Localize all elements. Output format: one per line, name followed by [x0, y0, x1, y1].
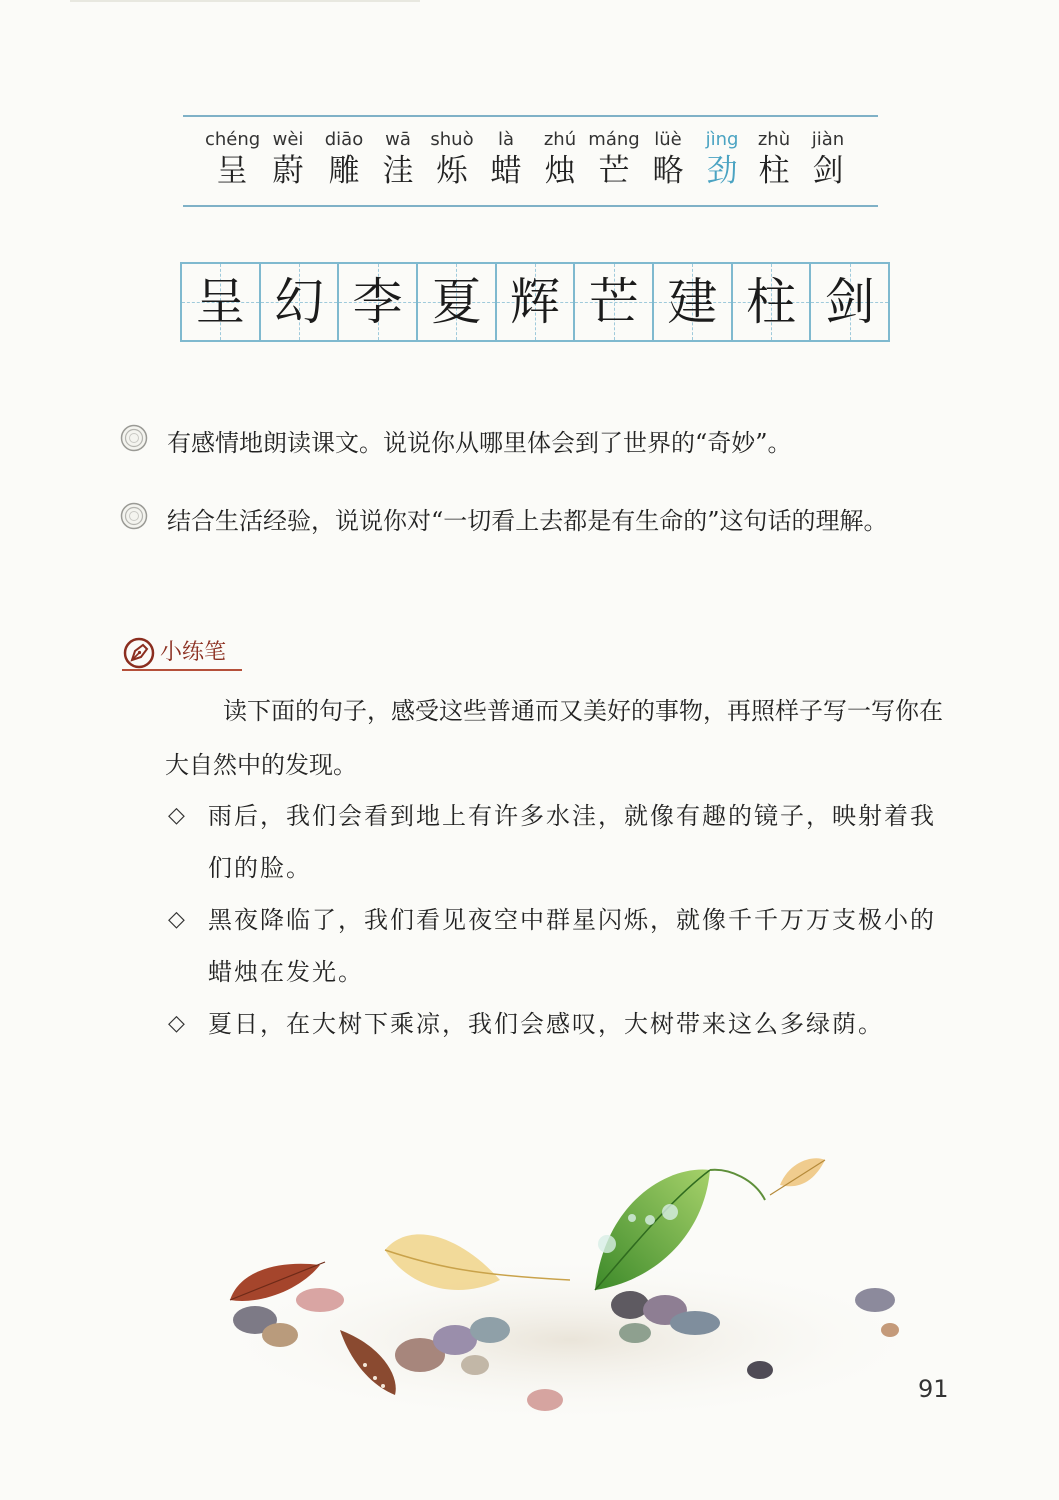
- character: 洼: [382, 153, 414, 189]
- grid-character: 呈: [195, 273, 246, 331]
- pinyin: jìng: [705, 129, 739, 150]
- word-cell: [747, 129, 801, 189]
- diamond-bullet-icon: ◇: [168, 907, 185, 932]
- character: 烛: [544, 153, 576, 189]
- example-sentence-3: [168, 998, 958, 1050]
- character: 蜡: [490, 153, 522, 189]
- character: 柱: [758, 153, 790, 189]
- nature-illustration: [200, 1140, 940, 1440]
- diamond-bullet-icon: ◇: [168, 1011, 185, 1036]
- section-badge: [122, 636, 242, 670]
- grid-character: 李: [352, 273, 403, 331]
- character: 剑: [812, 153, 844, 189]
- pinyin: jiàn: [811, 129, 845, 150]
- grid-character: 幻: [274, 273, 324, 331]
- question-2: [120, 494, 960, 604]
- section-title: 小练笔: [160, 640, 227, 665]
- example-text: 黑夜降临了，我们看见夜空中群星闪烁，就像千千万万支极小的蜡烛在发光。: [208, 906, 936, 986]
- writing-grid: [180, 262, 890, 342]
- grid-cell: [654, 264, 733, 340]
- word-cell: [205, 129, 259, 189]
- grid-character: 建: [667, 273, 718, 331]
- question-bullet-icon: [120, 424, 148, 452]
- section-underline: [122, 669, 242, 671]
- exercise-instruction: 读下面的句子，感受这些普通而又美好的事物，再照样子写一写你在大自然中的发现。: [165, 697, 943, 779]
- example-sentence-1: [168, 790, 958, 894]
- pinyin: là: [497, 129, 515, 150]
- example-text: 雨后，我们会看到地上有许多水洼，就像有趣的镜子，映射着我们的脸。: [208, 802, 936, 882]
- pinyin: shuò: [430, 129, 474, 150]
- word-cell: [479, 129, 533, 189]
- character: 劲: [706, 153, 738, 189]
- question-text: 结合生活经验，说说你对“一切看上去都是有生命的”这句话的理解。: [167, 507, 888, 535]
- pinyin: zhú: [543, 129, 577, 150]
- example-sentence-2: [168, 894, 958, 998]
- character: 蔚: [272, 153, 304, 189]
- page-number: 91: [918, 1375, 949, 1403]
- pen-nib-icon: [122, 636, 156, 670]
- small-feather-icon: [770, 1158, 825, 1195]
- pinyin: lüè: [654, 129, 682, 150]
- question-1: [120, 416, 960, 472]
- question-bullet-icon: [120, 502, 148, 530]
- character: 略: [652, 153, 684, 189]
- word-cell: [317, 129, 371, 189]
- top-edge-line: [70, 0, 420, 2]
- character: 烁: [436, 153, 468, 189]
- grid-character: 夏: [431, 273, 482, 331]
- example-text: 夏日，在大树下乘凉，我们会感叹，大树带来这么多绿荫。: [208, 1010, 884, 1038]
- word-cell: [587, 129, 641, 189]
- pinyin: wèi: [272, 129, 304, 150]
- word-cell: [261, 129, 315, 189]
- word-cell: [371, 129, 425, 189]
- character: 芒: [598, 153, 630, 189]
- grid-character: 芒: [588, 273, 639, 331]
- grid-cell: [261, 264, 340, 340]
- grid-cell: [339, 264, 418, 340]
- grid-cell: [811, 264, 888, 340]
- pinyin: zhù: [757, 129, 791, 150]
- word-cell: [801, 129, 855, 189]
- word-cell: [533, 129, 587, 189]
- new-words-strip: [183, 115, 878, 207]
- word-cell: [641, 129, 695, 189]
- grid-cell: [418, 264, 497, 340]
- character: 呈: [216, 153, 248, 189]
- grid-character: 剑: [824, 273, 875, 331]
- grid-cell: [575, 264, 654, 340]
- diamond-bullet-icon: ◇: [168, 803, 185, 828]
- pinyin: wā: [385, 129, 411, 150]
- grid-cell: [733, 264, 812, 340]
- word-cell-highlighted: [695, 129, 749, 189]
- grid-cell: [497, 264, 576, 340]
- character: 雕: [328, 153, 360, 189]
- question-text: 有感情地朗读课文。说说你从哪里体会到了世界的“奇妙”。: [167, 429, 792, 457]
- ground-shadow: [200, 1255, 940, 1425]
- grid-cell: [182, 264, 261, 340]
- pinyin: máng: [588, 129, 640, 150]
- pinyin: chéng: [205, 129, 261, 150]
- grid-character: 辉: [510, 273, 561, 331]
- pinyin: diāo: [324, 129, 364, 150]
- grid-character: 柱: [746, 273, 797, 331]
- word-cell: [425, 129, 479, 189]
